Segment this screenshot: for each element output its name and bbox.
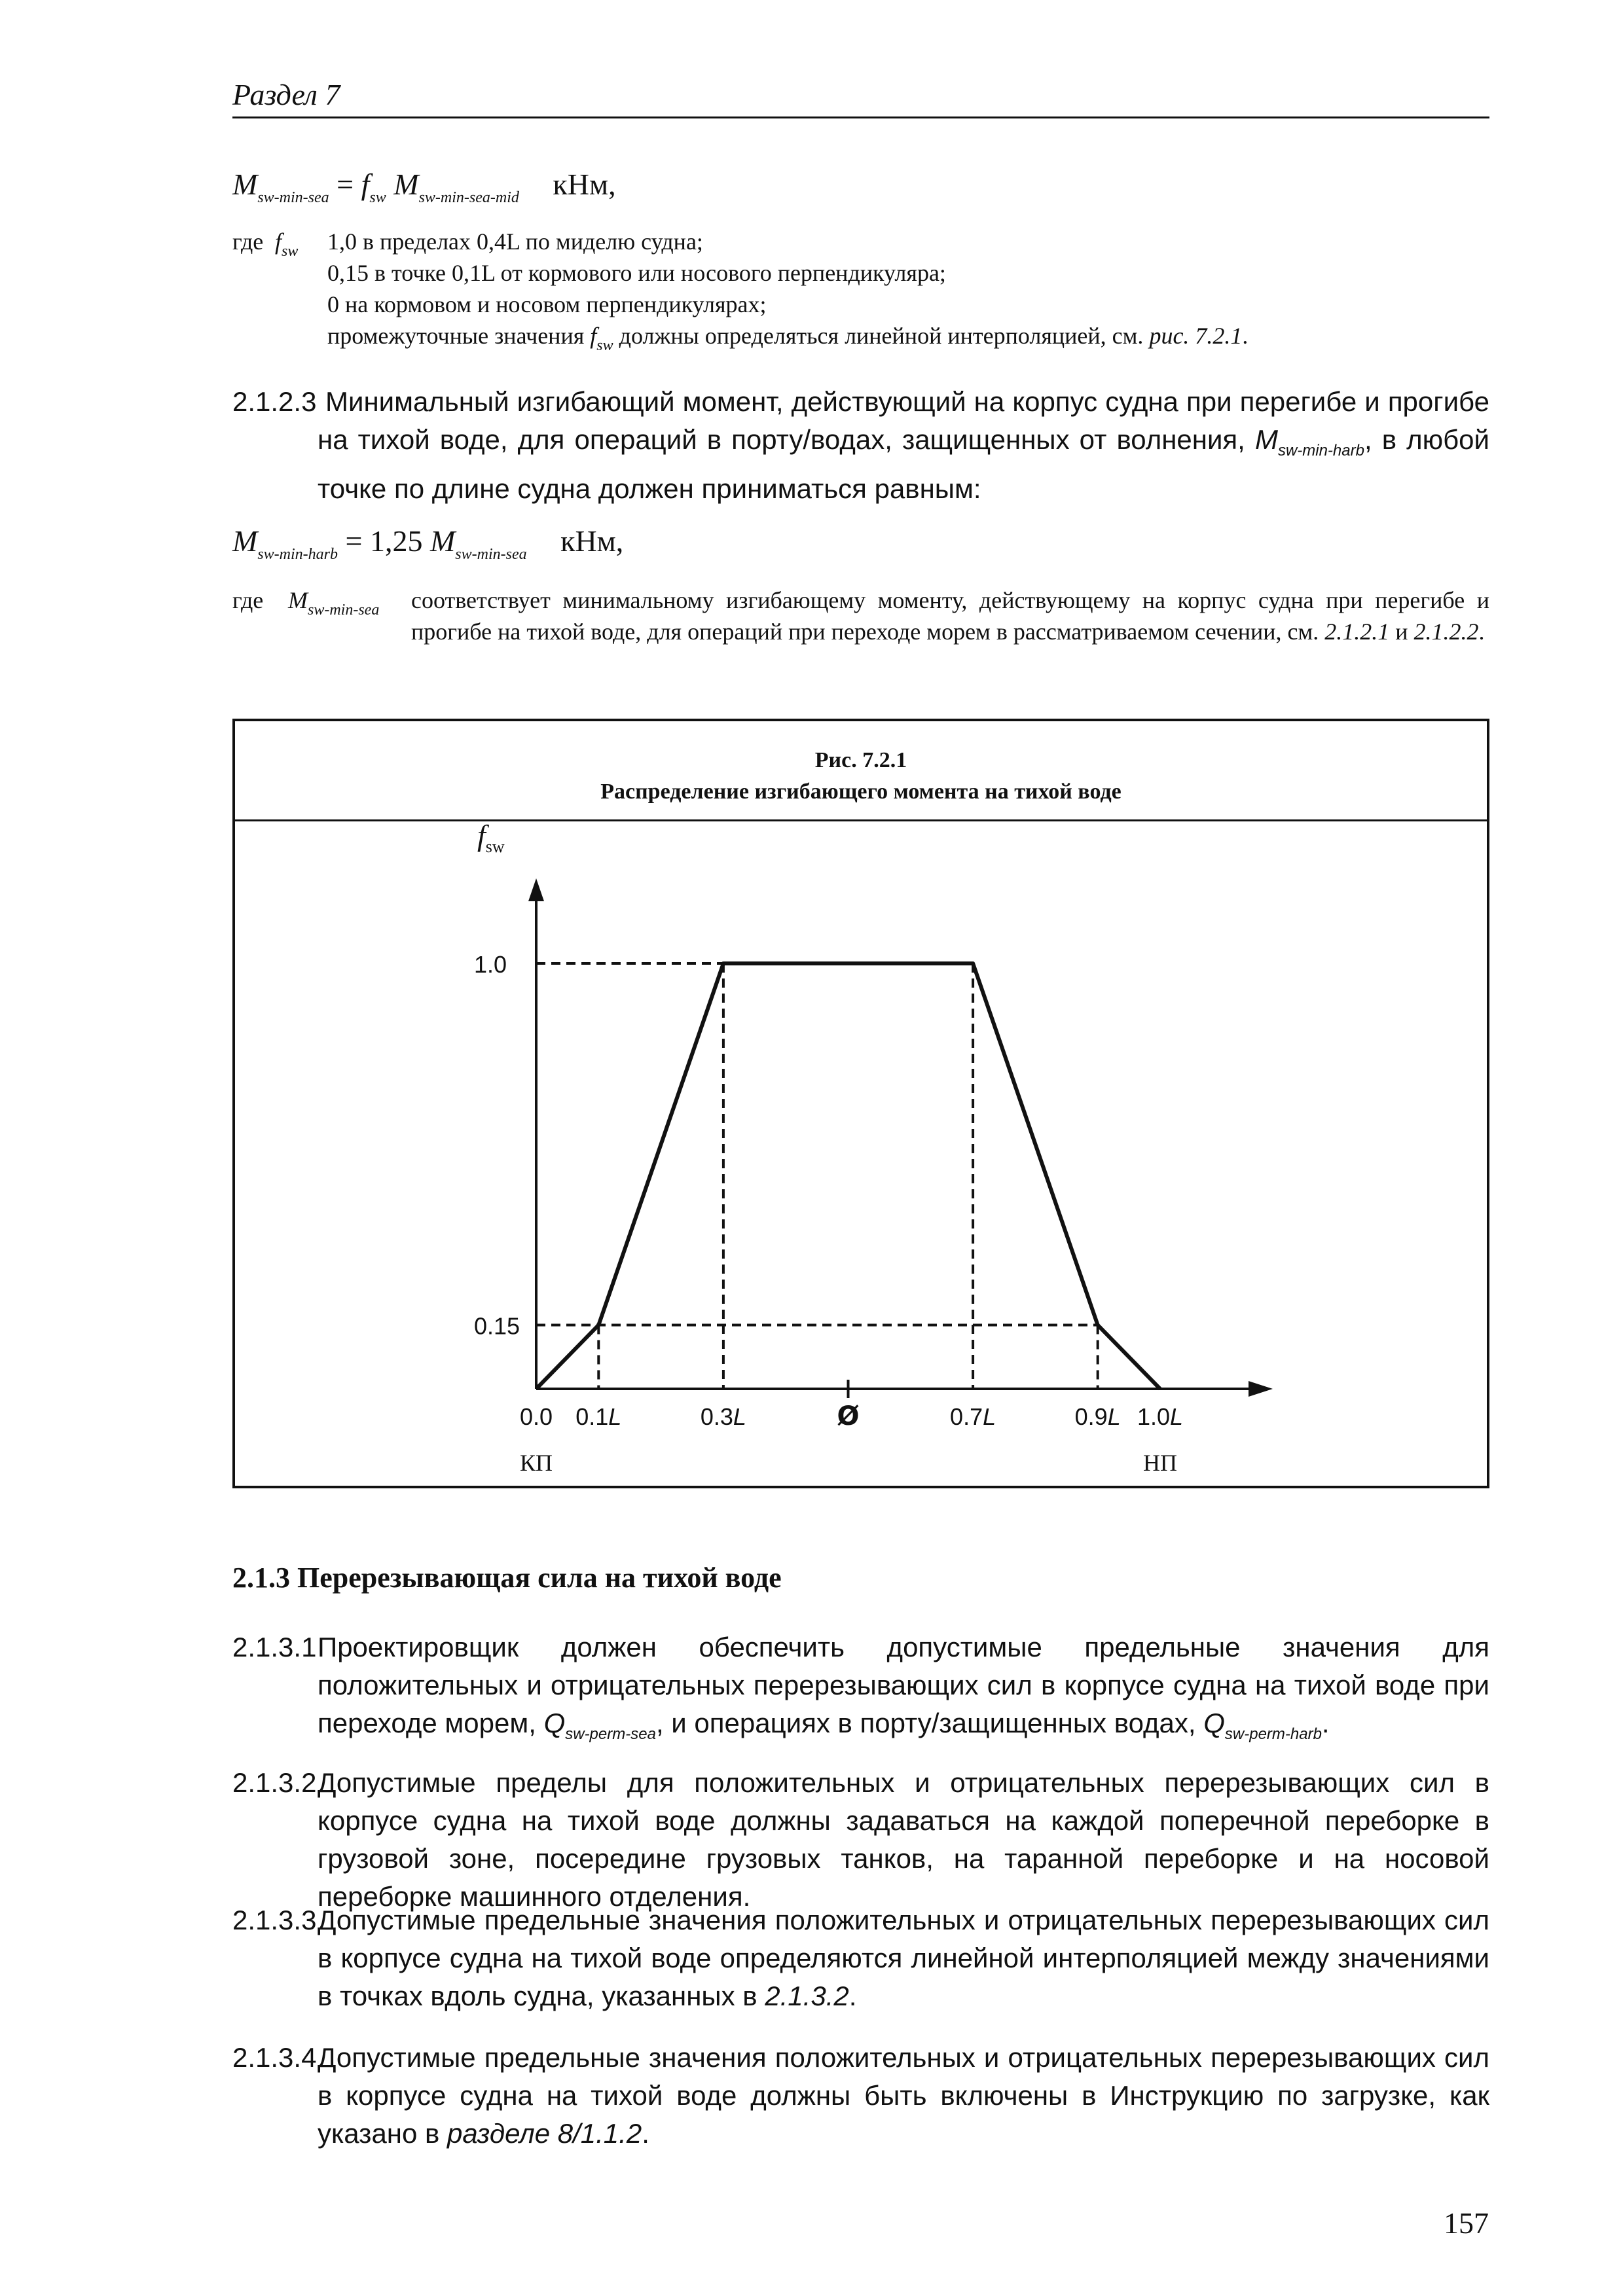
fsw-def-line2: 0,15 в точке 0,1L от кормового или носового перпендикуляра;: [327, 260, 946, 286]
x-tick-label: 0.1L: [575, 1403, 622, 1430]
figure-number: Рис. 7.2.1: [814, 748, 907, 772]
fsw-def-line1: 1,0 в пределах 0,4L по миделю судна;: [327, 228, 703, 255]
formula-msw-min-sea: $M_{sw-min-sea} = f_{sw}$ $M_{sw-min-sea-mid}$ кНм,: [232, 168, 616, 206]
fsw-distribution-chart: [235, 821, 1487, 1486]
where-label: где: [232, 228, 264, 255]
section-label: Раздел 7: [232, 78, 340, 111]
y-tick-label: 1.0: [474, 951, 507, 978]
figure-title: Распределение изгибающего момента на тихой воде: [600, 780, 1122, 804]
x-tick-label: 0.3L: [700, 1403, 746, 1430]
where-symbol-fsw: $f_{sw}$: [275, 228, 299, 260]
y-axis-label: $f_{sw}$: [477, 821, 505, 856]
paragraph-2-1-3-1: 2.1.3.1 Проектировщик должен обеспечить допустимые предельные значения для положительных и отрицательных перерезывающих сил в корпусе судна на тихой воде при переходе морем, $Q_{sw-perm-sea}$, и операциях в порту/защищенных водах, $Q_{sw-perm-harb}$.: [232, 1632, 1489, 1743]
figure-caption: [235, 721, 1487, 821]
fsw-def-line3: 0 на кормовом и носовом перпендикулярах;: [327, 291, 767, 317]
x-axis-arrow: [1249, 1381, 1273, 1397]
y-tick-label: 0.15: [474, 1312, 520, 1340]
paragraph-2-1-3-3: 2.1.3.3 Допустимые предельные значения положительных и отрицательных перерезывающих сил в корпусе судна на тихой воде определяются линейной интерполяцией между значениями в точках вдоль судна, указанных в 2.1.3.2.: [232, 1905, 1489, 2011]
x-tick-label: 1.0L: [1137, 1403, 1184, 1430]
midship-symbol: Ø: [837, 1401, 860, 1431]
x-tick-label: 0.0: [519, 1403, 553, 1430]
paragraph-2-1-2-3: 2.1.2.3 Минимальный изгибающий момент, действующий на корпус судна при перегибе и прогибе на тихой воде, для операций в порту/водах, защищенных от волнения, $M_{sw-min-harb}$, в любой точке по длине судна должен приниматься равным:: [232, 386, 1490, 504]
section-2-1-3-title: 2.1.3 Перерезывающая сила на тихой воде: [232, 1562, 782, 1594]
paragraph-2-1-3-4: 2.1.3.4 Допустимые предельные значения положительных и отрицательных перерезывающих сил в корпусе судна на тихой воде должны быть включены в Инструкцию по загрузке, как указано в разделе 8/1.1.2.: [232, 2042, 1489, 2149]
msw-definition: соответствует минимальному изгибающему моменту, действующему на корпус судна при перегибе и прогибе на тихой воде, для операций при переходе морем в рассматриваемом сечении, см. 2.1.2.1 и 2.1.2.2.: [411, 587, 1489, 645]
formula-msw-min-harb: $M_{sw-min-harb} = 1,25$ $M_{sw-min-sea}$ кНм,: [232, 524, 624, 563]
header-rule: [232, 117, 1489, 118]
where-label-2: где: [232, 587, 264, 613]
y-axis-arrow: [528, 878, 544, 901]
figure-7-2-1: [232, 719, 1489, 1488]
end-label-aft: КП: [519, 1450, 553, 1476]
paragraph-2-1-3-2: 2.1.3.2 Допустимые пределы для положительных и отрицательных перерезывающих сил в корпусе судна на тихой воде должны задаваться на каждой поперечной переборке в грузовой зоне, посередине грузовых танков, на таранной переборке и на носовой переборке машинного отделения.: [232, 1767, 1489, 1912]
x-tick-label: 0.7L: [950, 1403, 996, 1430]
x-tick-label: 0.9L: [1074, 1403, 1121, 1430]
fsw-def-line4: промежуточные значения $f_{sw}$ должны определяться линейной интерполяцией, см. рис. 7.2.1.: [327, 323, 1249, 354]
where-symbol-msw: $M_{sw-min-sea}$: [288, 587, 380, 619]
page-number: 157: [1444, 2206, 1489, 2240]
end-label-fwd: НП: [1143, 1450, 1177, 1476]
